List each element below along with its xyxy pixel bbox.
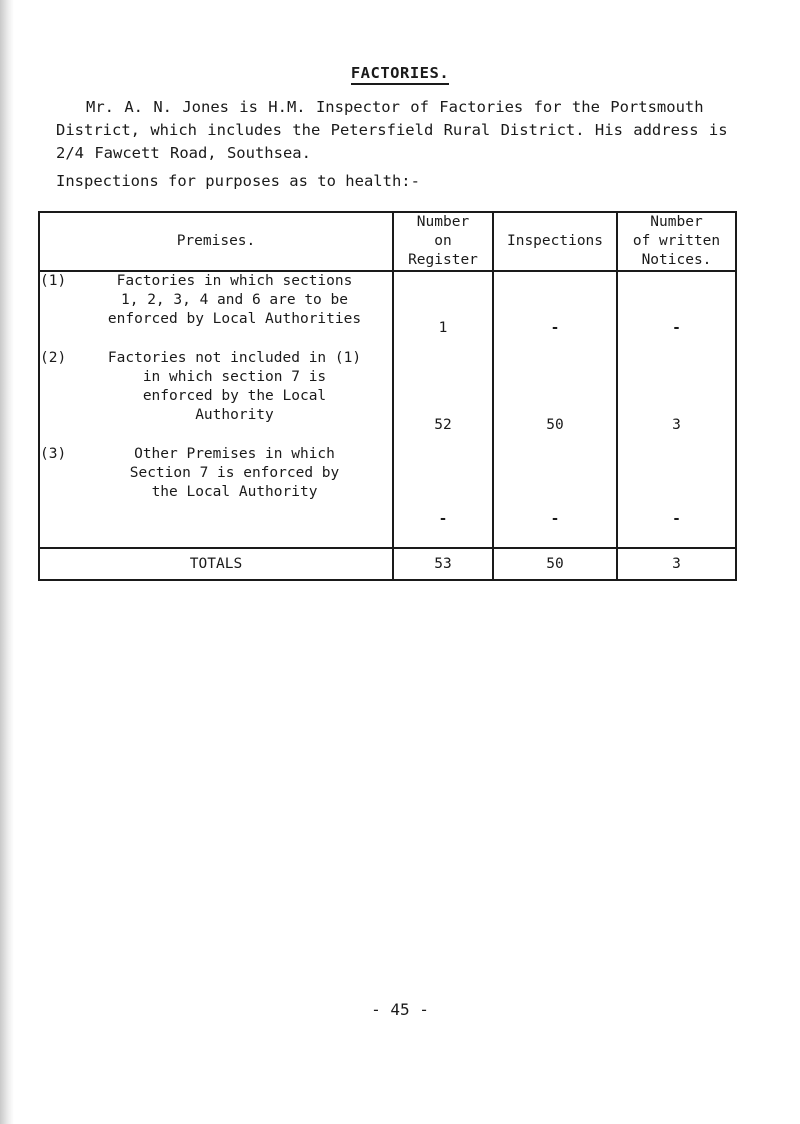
- premises-number: (2): [40, 350, 67, 366]
- inspections-table: [38, 211, 737, 581]
- header-register: [393, 212, 493, 271]
- totals-inspections: 50: [493, 548, 617, 580]
- premises-item: [40, 445, 392, 502]
- notices-value: -: [672, 511, 681, 527]
- inspections-cell: [493, 271, 617, 548]
- premises-line: Authority: [195, 407, 274, 423]
- premises-number: (1): [40, 273, 67, 289]
- header-notices-line: Number: [650, 214, 703, 230]
- header-register-line: Register: [408, 252, 478, 268]
- notices-value: -: [672, 320, 681, 336]
- premises-line: the Local Authority: [151, 484, 318, 500]
- table-body-row: [39, 271, 736, 548]
- premises-item: [40, 272, 392, 329]
- inspections-value: -: [550, 511, 560, 527]
- header-notices-line: Notices.: [641, 252, 712, 268]
- totals-notices: 3: [617, 548, 736, 580]
- totals-label: TOTALS: [39, 548, 393, 580]
- header-inspections-text: Inspections: [506, 233, 604, 249]
- header-premises-text: Premises.: [176, 233, 256, 249]
- totals-register: 53: [393, 548, 493, 580]
- header-register-line: Number: [416, 214, 470, 230]
- header-inspections: [493, 212, 617, 271]
- heading-text: FACTORIES.: [351, 64, 449, 85]
- header-register-line: on: [434, 233, 452, 249]
- notices-cell: [617, 271, 736, 548]
- inspections-value: 50: [546, 417, 564, 433]
- totals-row: [39, 548, 736, 580]
- inspections-intro: Inspections for purposes as to health:-: [56, 172, 420, 190]
- header-premises: [39, 212, 393, 271]
- register-value: -: [438, 511, 448, 527]
- register-value: 52: [434, 417, 452, 433]
- paragraph-line: 2/4 Fawcett Road, Southsea.: [56, 144, 311, 162]
- inspections-value: -: [550, 320, 560, 336]
- page-number: - 45 -: [371, 1000, 429, 1019]
- paragraph-line: Mr. A. N. Jones is H.M. Inspector of Factories for the Portsmouth: [86, 98, 704, 116]
- register-value: 1: [438, 320, 448, 336]
- notices-value: 3: [672, 417, 681, 433]
- paragraph-line: District, which includes the Petersfield Rural District. His address is: [56, 121, 728, 139]
- premises-cell: [39, 271, 393, 548]
- premises-line: enforced by Local Authorities: [107, 311, 362, 327]
- register-cell: [393, 271, 493, 548]
- premises-line: Other Premises in which: [134, 446, 335, 462]
- table-header-row: [39, 212, 736, 271]
- premises-item: [40, 349, 392, 425]
- premises-line: Section 7 is enforced by: [129, 465, 340, 481]
- header-notices-line: of written: [632, 233, 721, 249]
- premises-line: Factories not included in (1): [107, 350, 362, 366]
- premises-line: 1, 2, 3, 4 and 6 are to be: [121, 292, 348, 308]
- inspector-paragraph: [56, 96, 746, 165]
- premises-line: in which section 7 is: [142, 369, 327, 385]
- premises-line: enforced by the Local: [142, 388, 327, 404]
- section-heading: [0, 64, 800, 82]
- premises-number: (3): [40, 446, 67, 462]
- header-notices: [617, 212, 736, 271]
- scan-edge-shadow: [0, 0, 14, 1124]
- premises-line: Factories in which sections: [116, 273, 353, 289]
